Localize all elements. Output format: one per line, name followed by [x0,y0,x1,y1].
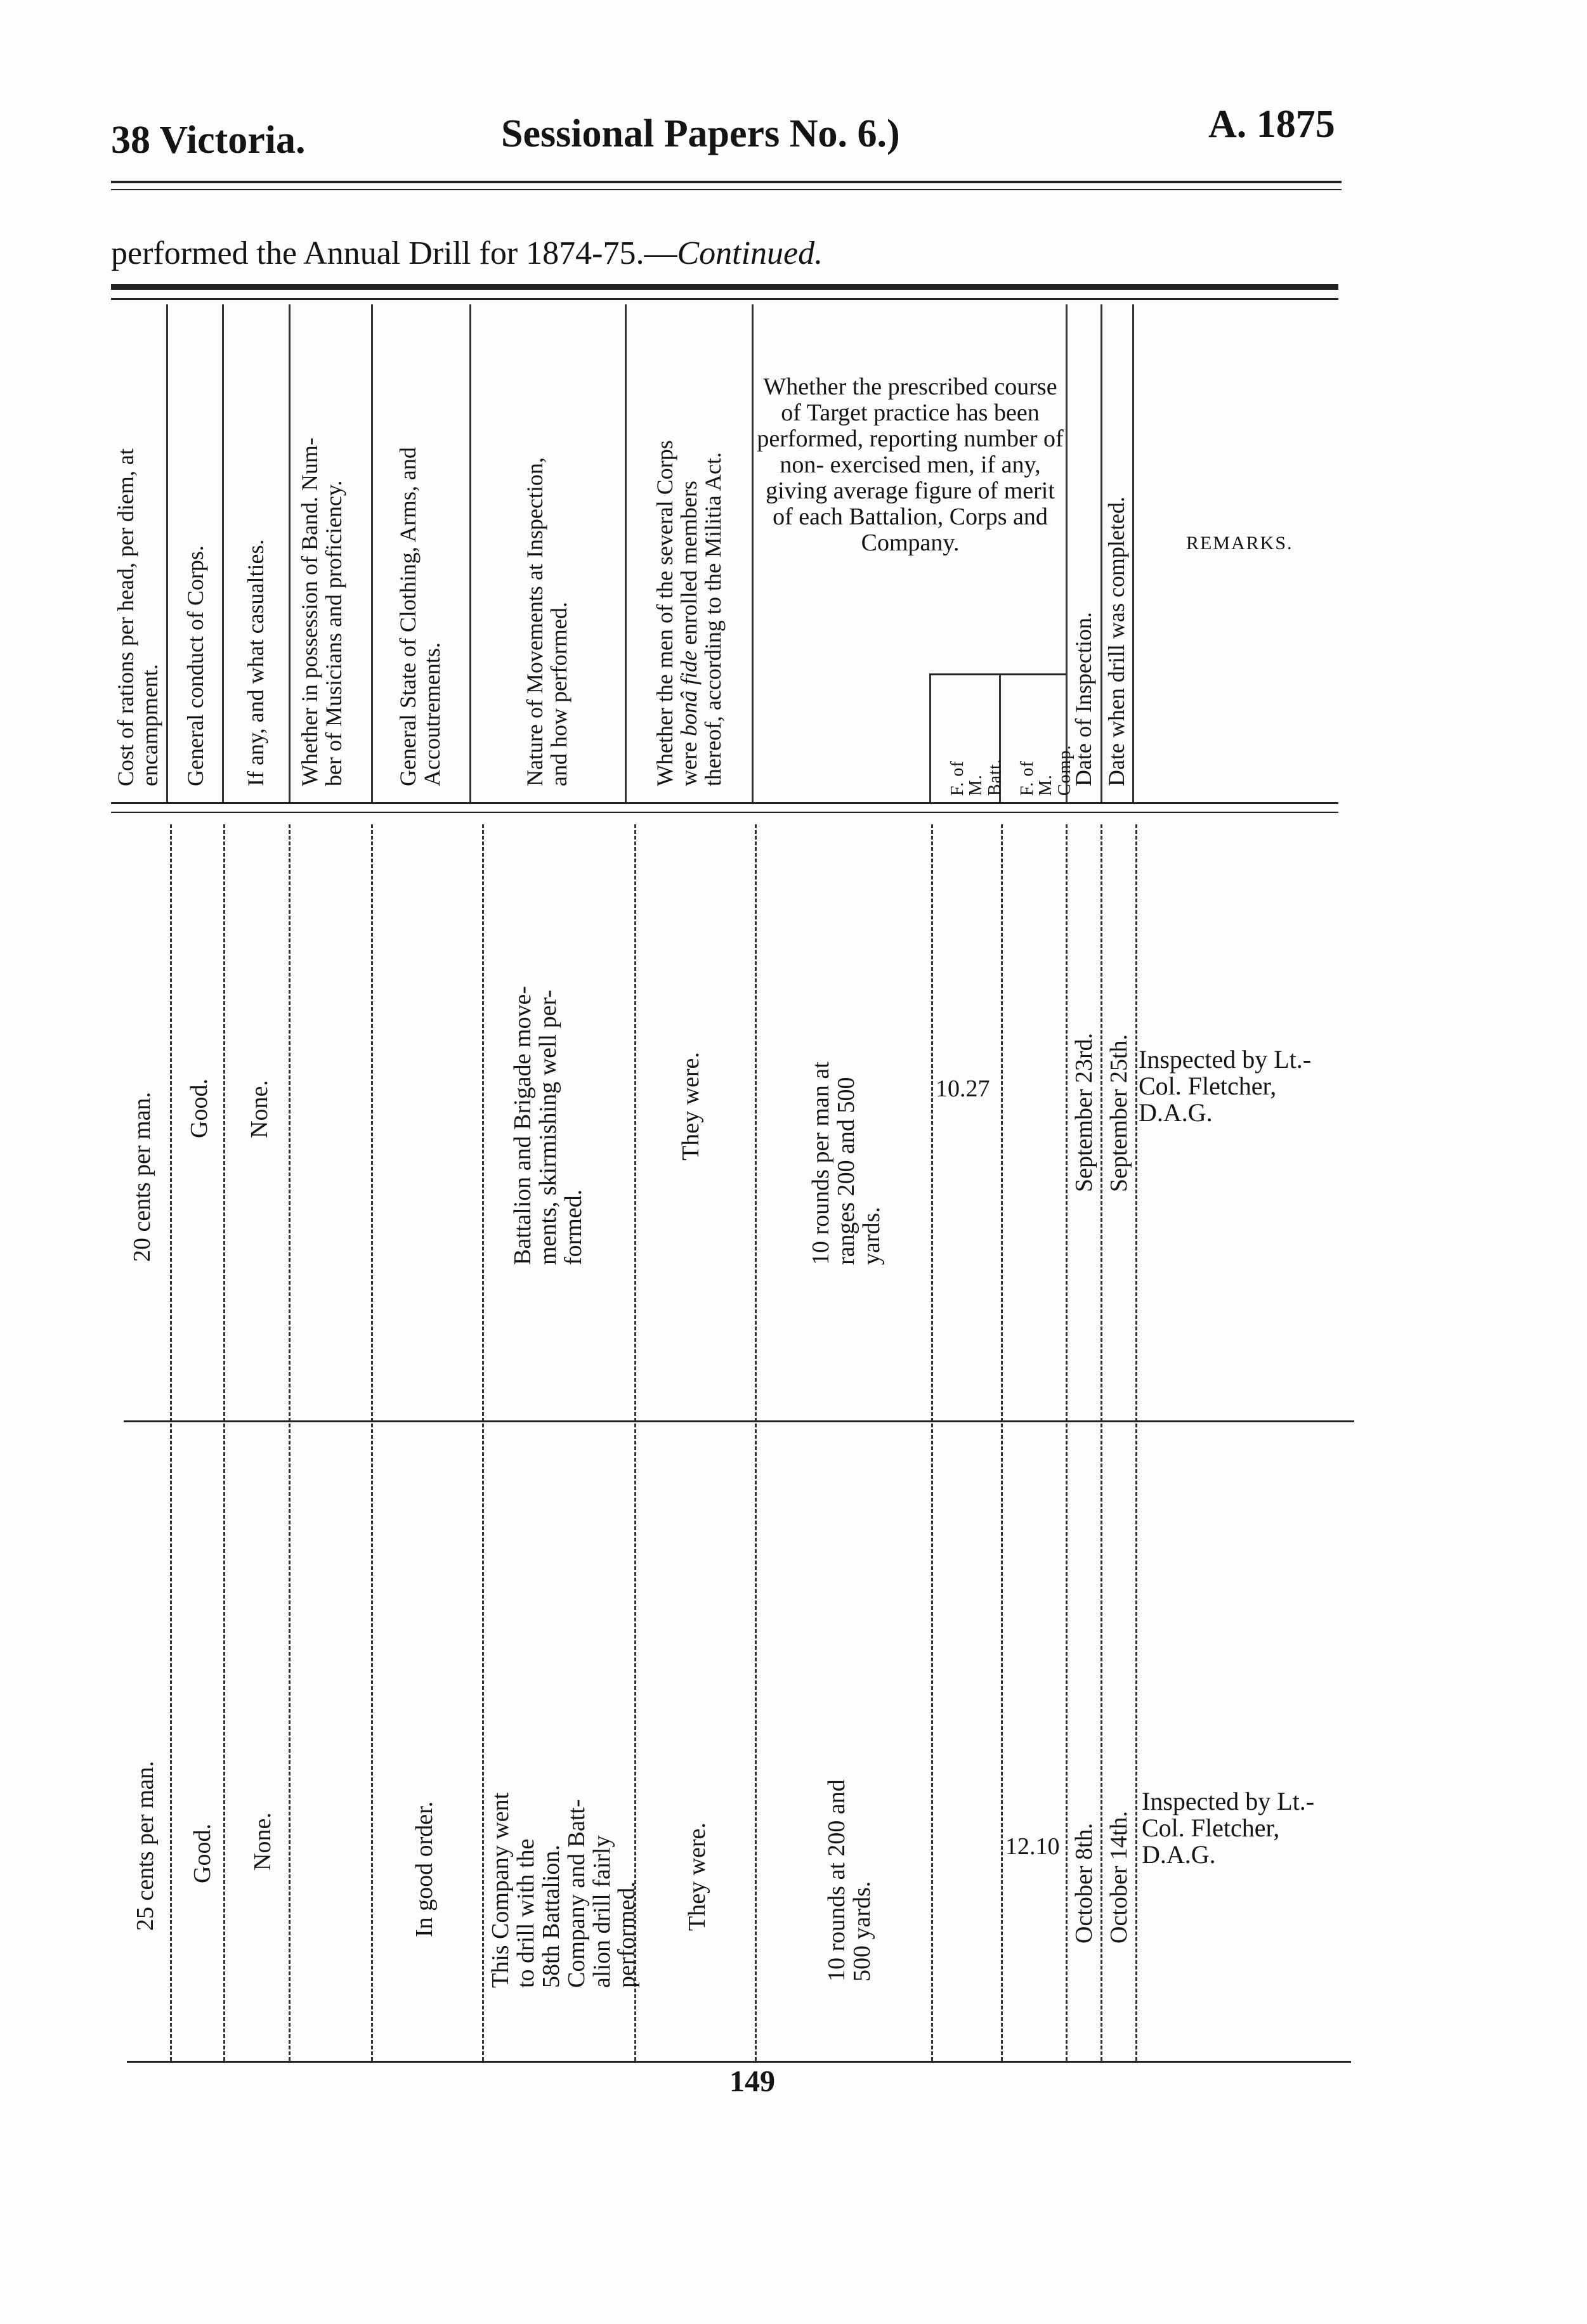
col-head-clothing: General State of Clothing, Arms, and Accoutrements. [395,447,445,786]
header-bottom-rule [111,802,1338,804]
table-bottom-rule [127,2061,1351,2063]
col-head-band: Whether in possession of Band. Num- ber of Musicians and proficiency. [297,438,346,786]
header-bottom-rule-2 [111,812,1338,813]
col-head-rations: Cost of rations per head, per diem, at encampment. [113,448,162,786]
col-head-date-inspection: Date of Inspection. [1071,612,1096,786]
table-caption: performed the Annual Drill for 1874-75.—Continued. [111,235,823,271]
col-head-conduct: General conduct of Corps. [183,545,208,786]
row1-casualties: None. [246,1080,273,1138]
row2-target: 10 rounds at 200 and 500 yards. [823,1779,875,1982]
row2-enrolled: They were. [684,1822,710,1931]
header-session: 38 Victoria. [111,119,306,162]
row2-casualties: None. [249,1812,276,1871]
header-rule-bottom [111,189,1342,190]
row2-date-completed: October 14th. [1106,1811,1132,1944]
header-year: A. 1875 [1208,103,1335,146]
col-head-remarks: REMARKS. [1186,533,1293,554]
col-head-fom-comp: F. of M. Comp. [1017,744,1074,796]
row2-rations: 25 cents per man. [132,1760,159,1931]
row2-date-inspection: October 8th. [1071,1823,1097,1944]
row1-date-completed: September 25th. [1106,1034,1132,1192]
row1-remarks: Inspected by Lt.- Col. Fletcher, D.A.G. [1139,1045,1312,1127]
page-number: 149 [729,2065,775,2098]
col-head-enrolled: Whether the men of the several Corps were bonâ fide enrolled members thereof, according to the Militia Act. [652,440,726,786]
col-head-target: Whether the prescribed course of Target practice has been performed, reporting number of non- exercised men, if any, giving average figure of merit of each Battalion, Corps and Company. [757,373,1064,557]
row1-enrolled: They were. [677,1052,704,1160]
row2-clothing: In good order. [411,1801,438,1937]
row2-fom-comp: 12.10 [1005,1833,1060,1860]
row2-movements: This Company went to drill with the 58th Battalion. Company and Batt- alion drill fairly performed. [487,1792,641,1988]
row1-rations: 20 cents per man. [129,1091,155,1262]
row-separator [124,1420,1354,1422]
header-papers: Sessional Papers No. 6.) [501,112,900,155]
col-head-date-completed: Date when drill was completed. [1104,497,1129,786]
caption-rule-thin [111,298,1338,300]
row1-movements: Battalion and Brigade move- ments, skirmishing well per- formed. [509,985,587,1265]
row1-fom-batt: 10.27 [936,1075,990,1102]
row2-remarks: Inspected by Lt.- Col. Fletcher, D.A.G. [1142,1787,1315,1869]
row1-date-inspection: September 23rd. [1071,1032,1097,1192]
col-head-movements: Nature of Movements at Inspection, and how performed. [522,457,571,786]
row1-conduct: Good. [186,1079,212,1138]
header-rule-top [111,181,1342,183]
caption-rule-thick [111,284,1338,290]
row2-conduct: Good. [189,1824,216,1883]
row1-target: 10 rounds per man at ranges 200 and 500 yards. [807,1061,885,1265]
col-head-casualties: If any, and what casualties. [243,539,268,786]
col-head-fom-batt: F. of M. Batt. [948,758,1005,796]
